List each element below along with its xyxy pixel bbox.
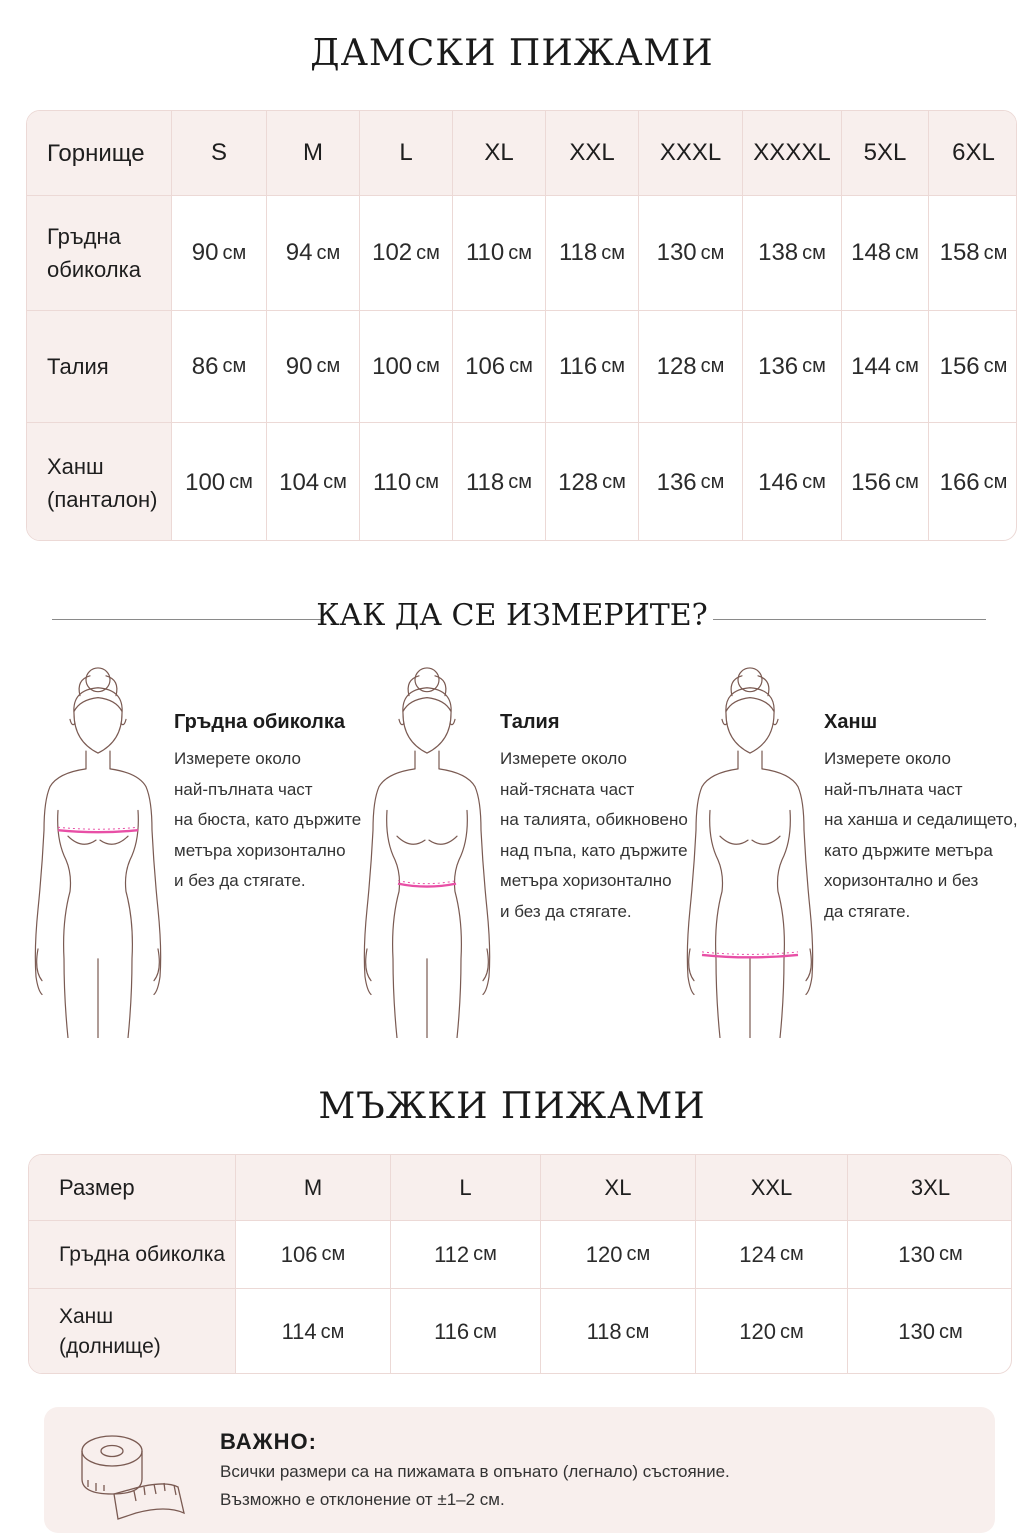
measure-unit: см — [601, 355, 625, 377]
measure-value: 144 — [851, 352, 892, 380]
measure-value: 106 — [465, 352, 506, 380]
measure-unit: см — [895, 355, 919, 377]
measure-value: 110 — [372, 468, 412, 496]
measure-value: 130 — [898, 1319, 935, 1344]
instruction-line: метъра хоризонтално — [174, 840, 346, 860]
size-header-5xl: 5XL — [842, 111, 929, 195]
instruction-line: най-тясната част — [500, 779, 635, 799]
instruction-line: и без да стягате. — [500, 901, 632, 921]
table-cell — [842, 196, 929, 310]
table-row — [27, 311, 1016, 423]
instruction-line: и без да стягате. — [174, 871, 306, 890]
instruction-heading: Ханш — [824, 711, 878, 733]
table-cell — [360, 196, 453, 310]
measure-unit: см — [802, 355, 826, 377]
measure-value: 90 — [285, 352, 313, 380]
measure-value: 148 — [851, 239, 892, 266]
measure-value: 106 — [280, 1241, 318, 1267]
table-cell — [696, 1221, 848, 1288]
table-row — [27, 423, 1016, 541]
measure-value: 120 — [739, 1319, 776, 1344]
instruction-line: над пъпа, като държите — [500, 840, 688, 860]
instruction-line: Измерете около — [174, 749, 302, 768]
measure-value: 110 — [465, 239, 505, 266]
table-header-row — [27, 111, 1016, 196]
important-note — [44, 1407, 995, 1533]
measure-value: 114 — [281, 1319, 317, 1344]
instruction-heading: Талия — [500, 711, 560, 733]
size-header-l: L — [360, 111, 453, 195]
note-text-line: Всички размери са на пижамата в опънато (легнало) състояние. — [220, 1462, 730, 1481]
measure-value: 158 — [939, 239, 980, 266]
measure-unit: см — [508, 241, 532, 264]
table-cell — [639, 311, 743, 422]
measure-unit: см — [229, 471, 253, 493]
measure-value: 116 — [558, 352, 598, 380]
measure-value: 130 — [898, 1241, 935, 1267]
how-to-measure-title: КАК ДА СЕ ИЗМЕРИТЕ? — [316, 598, 708, 633]
measure-value: 94 — [285, 239, 313, 266]
measure-unit: см — [416, 355, 440, 377]
measure-value: 100 — [372, 352, 413, 380]
size-header-m: M — [267, 111, 360, 195]
women-section-title: ДАМСКИ ПИЖАМИ — [310, 33, 714, 74]
table-cell — [360, 423, 453, 541]
row-label — [27, 311, 172, 422]
instruction-heading: Гръдна обиколка — [174, 711, 345, 733]
measure-value: 90 — [191, 239, 219, 266]
measure-unit: см — [602, 471, 626, 493]
hip-figure-icon — [680, 662, 820, 1038]
measure-value: 104 — [279, 468, 320, 496]
measure-value: 156 — [939, 352, 980, 380]
measure-value: 118 — [465, 468, 505, 496]
row-label — [27, 196, 172, 310]
row-label — [29, 1221, 236, 1288]
table-row — [29, 1289, 1011, 1374]
row-label-line: Гръдна — [47, 224, 121, 249]
measure-value: 118 — [558, 239, 598, 266]
measure-value: 112 — [434, 1241, 470, 1267]
size-header-xxl: XXL — [696, 1155, 848, 1220]
measure-unit: см — [473, 1320, 497, 1343]
measure-unit: см — [895, 241, 919, 264]
men-section-title: МЪЖКИ ПИЖАМИ — [318, 1086, 706, 1127]
table-cell — [172, 196, 267, 310]
measure-unit: см — [802, 471, 826, 493]
waist-instructions — [500, 711, 688, 927]
measure-unit: см — [316, 241, 341, 264]
instruction-line: най-пълната част — [824, 779, 963, 799]
instruction-line: да стягате. — [824, 901, 911, 921]
row-label-line: обиколка — [47, 257, 141, 282]
row-label-line: (панталон) — [47, 486, 158, 512]
table-header-row — [29, 1155, 1011, 1221]
measure-value: 130 — [656, 239, 697, 266]
table-cell — [267, 423, 360, 541]
size-header-xxxxl: XXXXL — [743, 111, 842, 195]
table-cell — [743, 196, 842, 310]
measure-unit: см — [983, 241, 1008, 264]
header-label: Горнище — [27, 111, 172, 195]
measure-value: 166 — [939, 468, 980, 496]
measure-value: 128 — [656, 352, 697, 380]
table-cell — [360, 311, 453, 422]
bust-instructions — [174, 711, 361, 897]
table-cell — [541, 1221, 696, 1288]
measure-unit: см — [938, 1320, 963, 1343]
row-label-line: Ханш — [59, 1305, 114, 1328]
measure-unit: см — [415, 471, 439, 493]
size-header-s: S — [172, 111, 267, 195]
measure-value: 102 — [372, 239, 413, 266]
size-header-xl: XL — [453, 111, 546, 195]
measure-unit: см — [222, 241, 247, 264]
measure-unit: см — [323, 471, 347, 493]
women-size-table — [26, 110, 1017, 541]
measure-unit: см — [473, 1243, 497, 1265]
table-cell — [696, 1289, 848, 1374]
measure-value: 138 — [758, 239, 799, 266]
measure-unit: см — [508, 471, 532, 493]
divider-right — [713, 619, 986, 620]
table-cell — [929, 423, 1017, 541]
size-header-xxl: XXL — [546, 111, 639, 195]
measure-unit: см — [895, 471, 919, 493]
table-cell — [546, 423, 639, 541]
measure-unit: см — [316, 355, 341, 377]
table-cell — [639, 196, 743, 310]
table-cell — [453, 196, 546, 310]
measure-unit: см — [938, 1243, 963, 1265]
table-row — [29, 1221, 1011, 1289]
table-cell — [236, 1289, 391, 1374]
header-label: Размер — [29, 1155, 236, 1220]
note-title: ВАЖНО: — [220, 1429, 317, 1454]
table-cell — [546, 311, 639, 422]
measure-value: 100 — [185, 468, 226, 496]
row-label — [27, 423, 172, 541]
men-size-table — [28, 1154, 1012, 1374]
measure-value: 136 — [758, 352, 799, 380]
table-cell — [172, 423, 267, 541]
measure-unit: см — [601, 241, 625, 264]
measure-value: 146 — [758, 468, 799, 496]
bust-figure-icon — [28, 662, 168, 1038]
measure-unit: см — [626, 1243, 651, 1265]
measure-unit: см — [983, 355, 1008, 377]
row-label-line: Талия — [47, 354, 109, 379]
size-header-l: L — [391, 1155, 541, 1220]
table-cell — [267, 311, 360, 422]
size-header-xl: XL — [541, 1155, 696, 1220]
measure-value: 128 — [558, 468, 599, 496]
measure-value: 118 — [586, 1319, 622, 1344]
size-header-xxxl: XXXL — [639, 111, 743, 195]
waist-figure-icon — [357, 662, 497, 1038]
measuring-tape-icon — [74, 1425, 194, 1525]
table-cell — [929, 196, 1017, 310]
table-cell — [236, 1221, 391, 1288]
instruction-line: като държите метъра — [824, 840, 993, 860]
table-cell — [546, 196, 639, 310]
table-cell — [848, 1221, 1012, 1288]
measure-unit: см — [321, 1243, 346, 1265]
size-header-3xl: 3XL — [910, 1174, 951, 1200]
instruction-line: метъра хоризонтално — [500, 871, 672, 890]
row-label-line: (долнище) — [59, 1335, 161, 1358]
measure-unit: см — [700, 471, 725, 493]
size-header-6xl: 6XL — [952, 139, 995, 166]
table-cell — [929, 311, 1017, 422]
table-cell — [842, 423, 929, 541]
measure-unit: см — [509, 355, 533, 377]
table-cell — [453, 423, 546, 541]
table-cell — [639, 423, 743, 541]
row-label — [29, 1289, 236, 1374]
measure-unit: см — [700, 355, 725, 377]
hip-instructions — [824, 711, 1018, 927]
table-cell — [391, 1221, 541, 1288]
table-cell — [743, 423, 842, 541]
instruction-line: на ханша и седалището, — [824, 810, 1018, 829]
measure-unit: см — [625, 1320, 650, 1343]
row-label-line: Ханш — [47, 453, 104, 479]
measure-value: 156 — [851, 468, 892, 496]
table-cell — [453, 311, 546, 422]
measure-value: 120 — [585, 1241, 623, 1267]
table-cell — [391, 1289, 541, 1374]
measure-value: 86 — [191, 352, 219, 380]
table-cell — [743, 311, 842, 422]
table-row — [27, 196, 1016, 311]
measure-unit: см — [983, 471, 1008, 493]
instruction-line: най-пълната част — [174, 779, 313, 799]
measure-unit: см — [779, 1320, 804, 1343]
measure-unit: см — [700, 241, 725, 264]
row-label-line: Гръдна обиколка — [59, 1242, 226, 1266]
instruction-line: хоризонтално и без — [824, 871, 979, 890]
instruction-line: на бюста, като държите — [174, 810, 362, 829]
instruction-line: Измерете около — [824, 749, 952, 768]
table-cell — [842, 311, 929, 422]
table-cell — [541, 1289, 696, 1374]
instruction-line: на талията, обикновено — [500, 810, 688, 829]
table-cell — [172, 311, 267, 422]
measure-unit: см — [779, 1243, 804, 1265]
measure-unit: см — [320, 1320, 345, 1343]
measure-unit: см — [416, 241, 440, 264]
note-text-line: Възможно е отклонение от ±1–2 см. — [220, 1490, 505, 1509]
table-cell — [267, 196, 360, 310]
measure-value: 136 — [656, 468, 697, 496]
measure-unit: см — [802, 241, 826, 264]
instruction-line: Измерете около — [500, 749, 628, 768]
size-header-m: M — [236, 1155, 391, 1220]
measure-value: 124 — [739, 1241, 776, 1267]
measure-value: 116 — [434, 1319, 470, 1344]
measure-unit: см — [222, 355, 247, 377]
table-cell — [848, 1289, 1012, 1374]
